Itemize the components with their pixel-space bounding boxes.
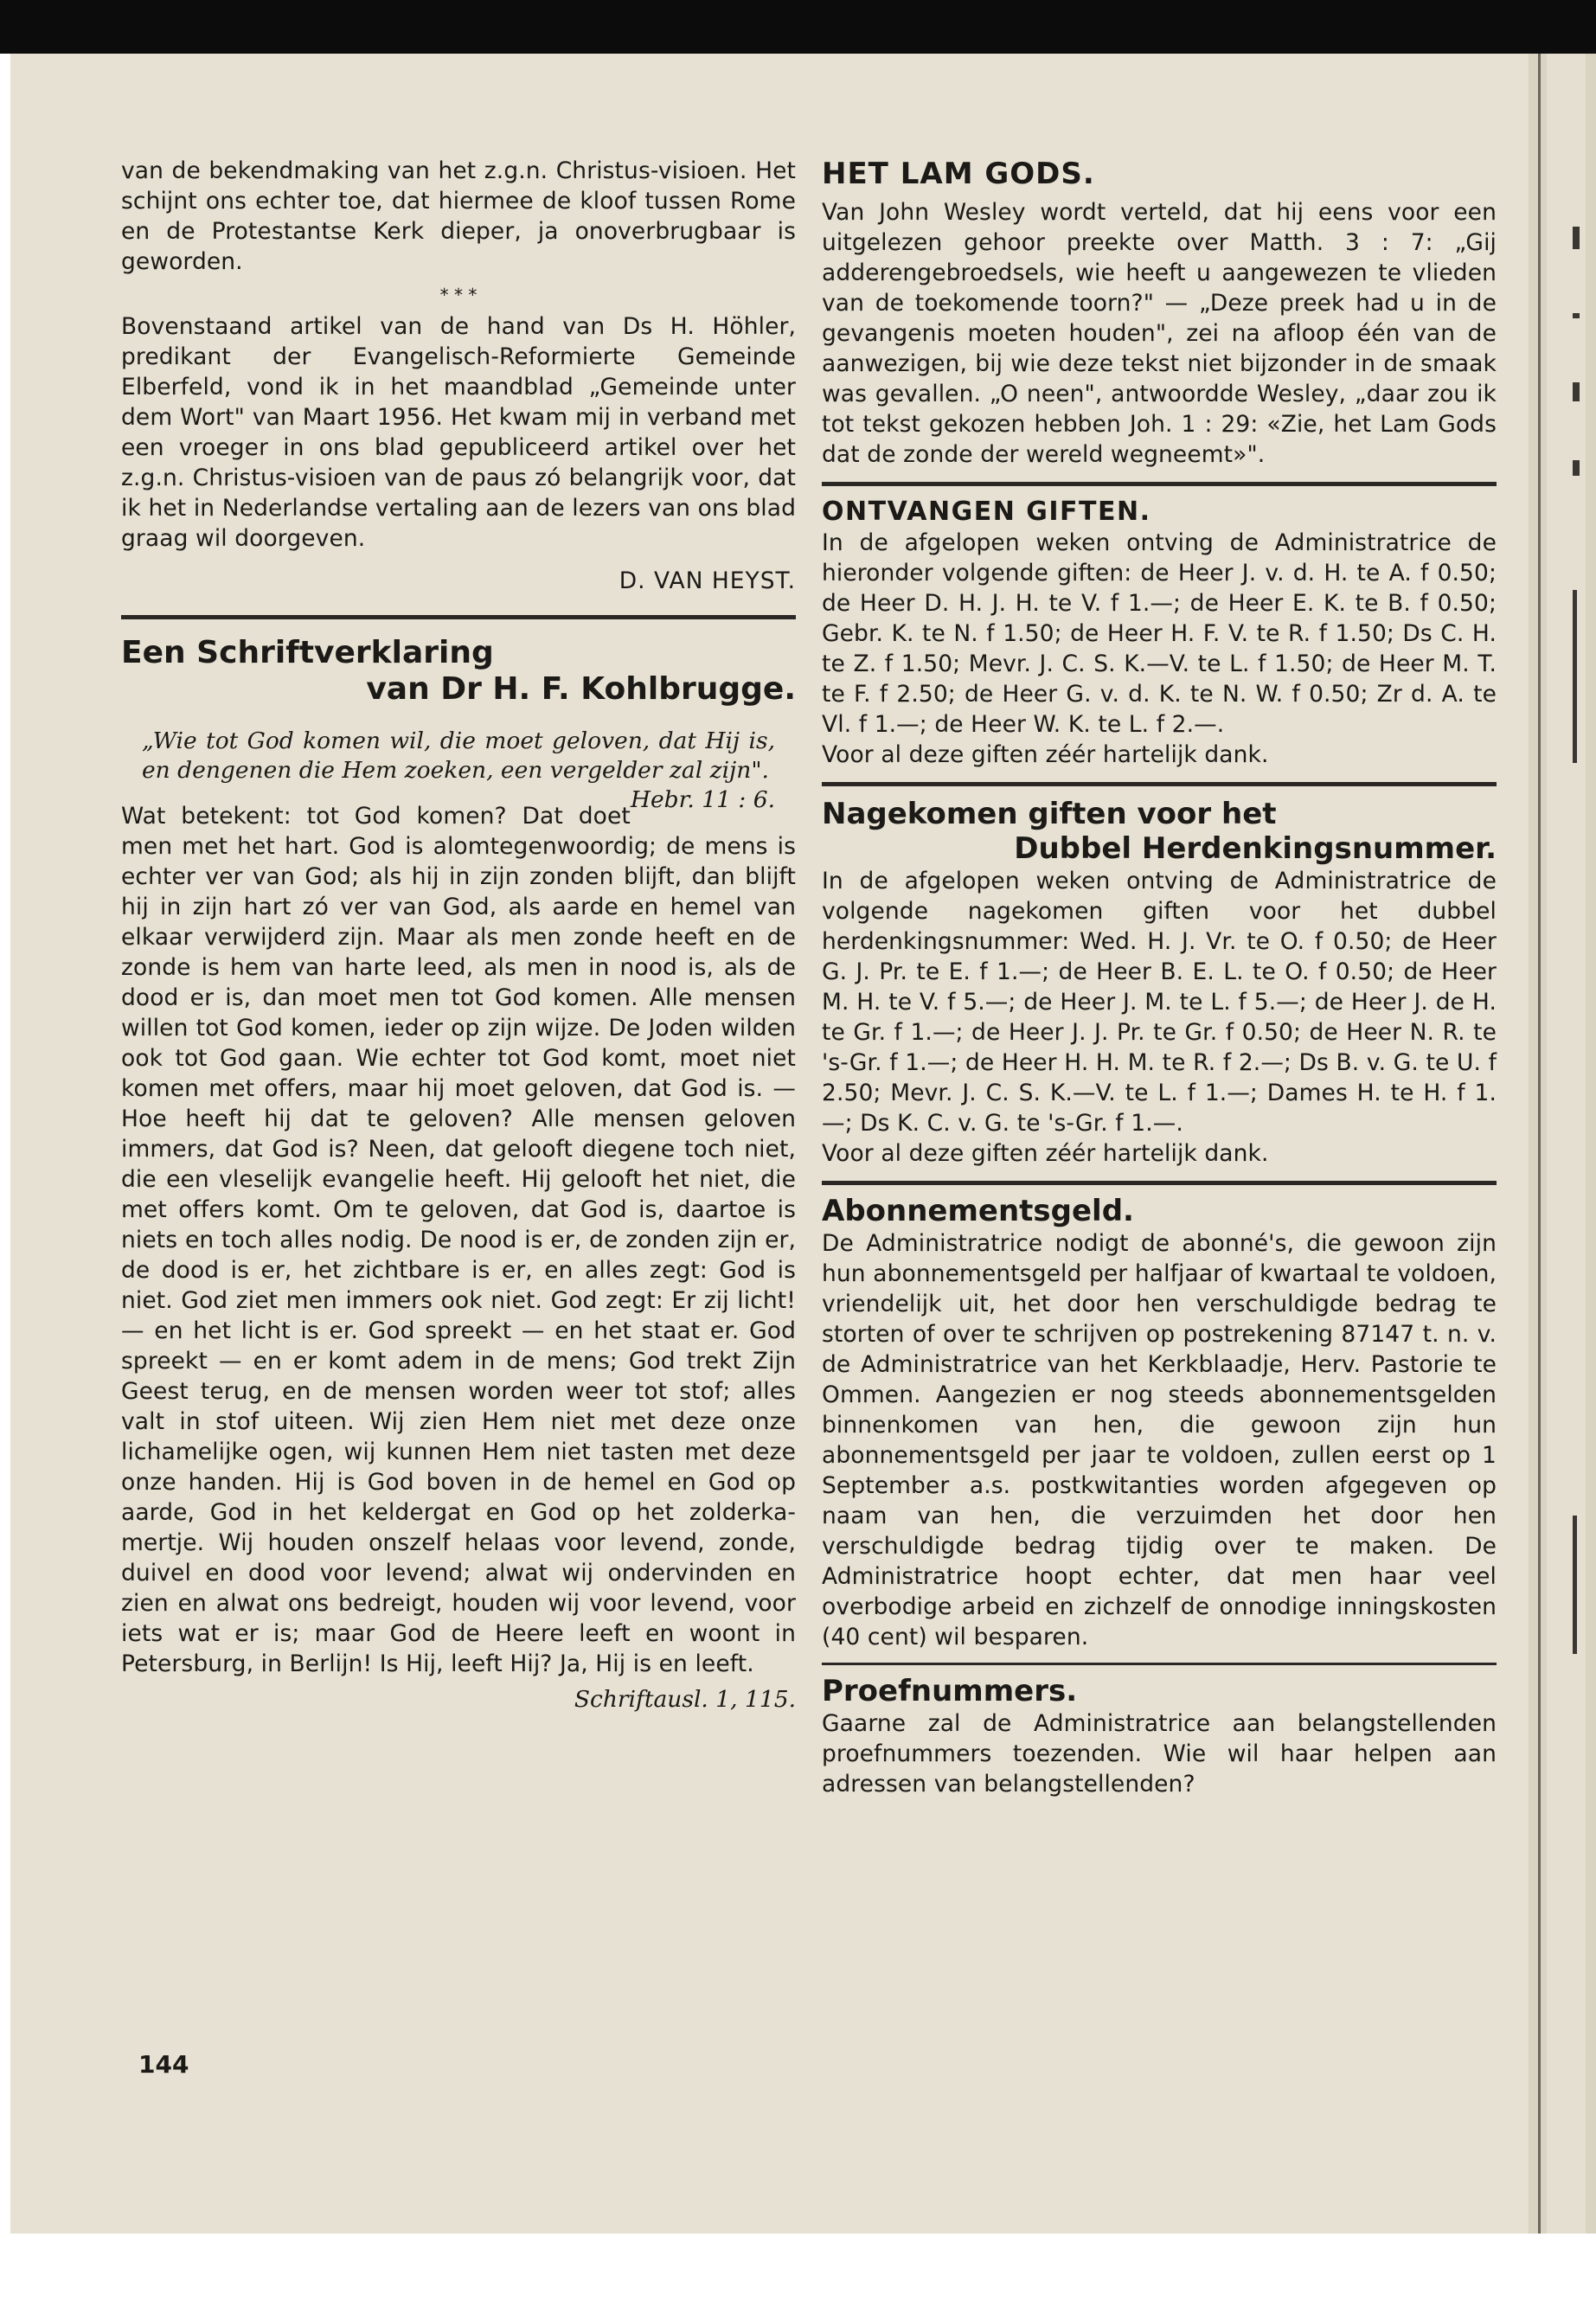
proefnummers-title: Proefnummers. [822,1674,1078,1708]
scan-border-top [0,0,1596,54]
nagekomen-thanks: Voor al deze giften zéér hartelijk dank. [822,1140,1269,1167]
nagekomen-body: In de afgelopen weken ontving de Administratrice de volgende nagekomen giften voor het dubbel herdenkingsnummer: Wed. H. J. Vr. te O. f 0.50; de Heer G. J. Pr. te E. f 1.—; de Heer B. E. L. te O. f 0.50; de Heer M. H. te V. f 5.—; de Heer J. M. te L. f 5.—; de Heer J. de H. te Gr. f 1.—; de Heer J. J. Pr. te Gr. f 0.50; de Heer N. R. te 's-Gr. f 1.—; de Heer H. H. M. te R. f 2.—; Ds B. v. G. te U. f 2.50; Mevr. J. C. S. K.—V. te L. f 1.—; Dames H. te H. f 1.—; Ds K. C. v. G. te 's-Gr. f 1.—. [822,868,1497,1137]
article-body: Wat betekent: tot God komen? Dat doet men met het hart. God is alomtegenwoordig; de mens is echter ver van God; als hij in zijn zonden blijft, dan blijft hij in zijn hart zó ver van God, als aarde en hemel van elkaar verwijderd zijn. Maar als men zonde heeft en de zonde is hem van harte leed, als men in nood is, als de dood er is, dan moet men tot God komen. Alle mensen willen tot God komen, ieder op zijn wijze. De Joden wilden ook tot God gaan. Wie echter tot God komt, moet niet komen met offers, maar hij moet geloven, dat God is. — Hoe heeft hij dat te geloven? Alle mensen geloven immers, dat God is? Neen, dat gelooft diegene toch niet, die een vleselijk evangelie heeft. Hij gelooft het niet, die met offers komt. Om te geloven, dat God is, daartoe is niets en toch alles nodig. De nood is er, de zonden zijn er, de dood is er, het zichtbare is er, en alles zegt: God is niet. God ziet men immers ook niet. God zegt: Er zij licht! — en het licht is er. God spreekt — en het staat er. God spreekt — en er komt adem in de mens; God trekt Zijn Geest terug, en de mensen worden weer tot stof; alles valt in stof uiteen. Wij zien Hem niet met deze onze lichamelijke ogen, wij kunnen Hem niet tasten met deze onze handen. Hij is God boven in de hemel en God op aarde, God in het keldergat en God op het zolderka-mertje. Wij houden onszelf helaas voor levend, zonde, duivel en dood voor levend; alwat wij ondervinden en zien en alwat ons bedreigt, houden wij voor levend, voor iets wat er is; maar God de Heere leeft en woont in Petersburg, in Berlijn! Is Hij, leeft Hij? Ja, Hij is en leeft. [121,803,796,1677]
note-paragraph: Bovenstaand artikel van de hand van Ds H. Höhler, predikant der Evangelisch-Reformierte Gemeinde Elberfeld, vond ik in het maandblad „Gemeinde unter dem Wort" van Maart 1956. Het kwam mij in verband met een vroeger in ons blad gepubliceerd artikel over het z.g.n. Christus-visioen van de paus zó belangrijk voor, dat ik het in Nederlandse vertaling aan de lezers van ons blad graag wil doorgeven. [121,313,796,552]
binding-line [1538,54,1541,2234]
section-divider [822,482,1497,486]
spine-mark [1573,590,1577,763]
section-separator: * * * [439,285,478,305]
section-divider [822,782,1497,786]
giften-title: ONTVANGEN GIFTEN. [822,497,1151,527]
proefnummers-body: Gaarne zal de Administratrice aan belangstellenden proefnummers toezenden. Wie wil haar helpen aan adressen van belangstellenden? [822,1710,1497,1798]
nagekomen-title [822,797,1497,866]
nagekomen-title-line1: Nagekomen giften voor het [822,797,1277,831]
page-spine [1547,54,1586,2234]
quote-text: „Wie tot God komen wil, die moet geloven, dat Hij is, en dengenen die Hem zoeken, een vergelder zal zijn". [142,727,775,784]
page-number: 144 [138,2050,189,2079]
section-divider [822,1181,1497,1185]
article-title-line1: Een Schriftverklaring [121,635,494,670]
article-source: Schriftausl. 1, 115. [574,1686,796,1713]
intro-paragraph: van de bekendmaking van het z.g.n. Christus-visioen. Het schijnt ons echter toe, dat hiermee de kloof tussen Rome en de Protestantse Kerk dieper, ja onoverbrugbaar is geworden. [121,157,796,275]
bible-quote [142,727,775,813]
spine-mark [1573,227,1580,249]
quote-reference: Hebr. 11 : 6. [630,786,775,813]
abonnement-title: Abonnementsgeld. [822,1194,1134,1228]
section-divider [121,615,796,619]
spine-mark [1573,313,1580,318]
author-signature: D. VAN HEYST. [619,567,796,594]
left-column [121,156,796,1715]
nagekomen-title-line2: Dubbel Herdenkingsnummer. [1014,831,1497,866]
article-title-line2: van Dr H. F. Kohlbrugge. [366,671,796,707]
article-title [121,635,796,708]
section-divider [822,1663,1497,1665]
giften-thanks: Voor al deze giften zéér hartelijk dank. [822,741,1269,768]
abonnement-body: De Administratrice nodigt de abonné's, die gewoon zijn hun abonnementsgeld per halfjaar of kwartaal te voldoen, vriendelijk uit, het door hen verschuldigde bedrag te storten of over te schrijven op postrekening 87147 t. n. v. de Administratrice van het Kerkblaadje, Herv. Pastorie te Ommen. Aangezien er nog steeds abonnementsgelden binnenkomen van hen, die gewoon zijn hun abonnementsgeld per jaar te voldoen, zullen eerst op 1 September a.s. postkwitanties worden afgegeven op naam van hen, die verzuimden het door hen verschuldigde bedrag tijdig over te maken. De Administratrice hoopt echter, dat men haar veel overbodige arbeid en zichzelf de onnodige inningskosten (40 cent) wil besparen. [822,1230,1497,1650]
spine-mark [1573,382,1580,401]
right-column [822,156,1497,1799]
spine-mark [1573,1516,1577,1654]
giften-body: In de afgelopen weken ontving de Administratrice de hieronder volgende giften: de Heer J. v. d. H. te A. f 0.50; de Heer D. H. J. H. te V. f 1.—; de Heer E. K. te B. f 0.50; Gebr. K. te N. f 1.50; de Heer H. F. V. te R. f 1.50; Ds C. H. te Z. f 1.50; Mevr. J. C. S. K.—V. te L. f 1.50; de Heer M. T. te F. f 2.50; de Heer G. v. d. K. te N. W. f 0.50; Zr d. A. te Vl. f 1.—; de Heer W. K. te L. f 2.—. [822,529,1497,738]
lam-gods-title: HET LAM GODS. [822,157,1095,191]
spine-mark [1573,460,1580,476]
lam-gods-body: Van John Wesley wordt verteld, dat hij eens voor een uitgelezen gehoor preekte over Matth. 3 : 7: „Gij adderengebroedsels, wie heeft u aangewezen te vlieden van de toekomende toorn?" — „Deze preek had u in de gevangenis moeten houden", zei na afloop één van de aanwezigen, bij wie deze tekst niet bijzonder in de smaak was gevallen. „O neen", antwoordde Wesley, „daar zou ik tot tekst gekozen hebben Joh. 1 : 29: «Zie, het Lam Gods dat de zonde der wereld wegneemt»". [822,199,1497,468]
